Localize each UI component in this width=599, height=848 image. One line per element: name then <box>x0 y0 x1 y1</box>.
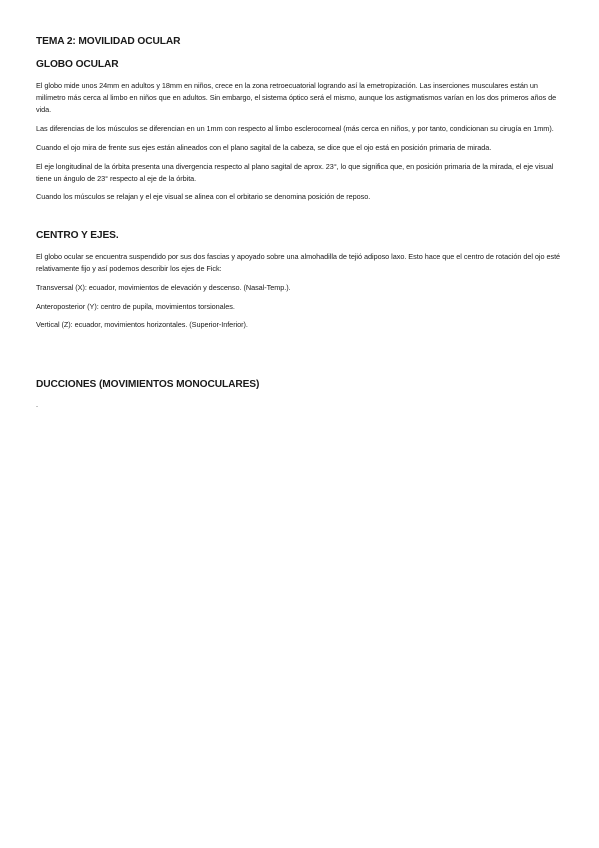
paragraph: Anteroposterior (Y): centro de pupila, movimientos torsionales. <box>36 301 235 311</box>
paragraph: Cuando el ojo mira de frente sus ejes están alineados con el plano sagital de la cabeza, se dice que el ojo está en posición primaria de mirada. <box>36 142 492 152</box>
spacer <box>36 210 566 230</box>
document-title: TEMA 2: MOVILIDAD OCULAR <box>36 36 181 47</box>
paragraph: Transversal (X): ecuador, movimientos de elevación y descenso. (Nasal-Temp.). <box>36 283 291 293</box>
section-heading-ducciones: DUCCIONES (MOVIMIENTOS MONOCULARES) <box>36 379 260 391</box>
paragraph: El globo mide unos 24mm en adultos y 18mm en niños, crece en la zona retroecuatorial logrando así la emetropización. Las inserciones musculares están un milímetro más cerca al limbo en niños que en adultos. Sin embargo, el sistema óptico será el mismo, aunque los astigmatismos varían en los dos primeros años de vida. <box>36 81 557 115</box>
paragraph: Vertical (Z): ecuador, movimientos horizontales. (Superior-Inferior). <box>36 320 248 330</box>
paragraph: Cuando los músculos se relajan y el eje visual se alinea con el orbitario se denomina posición de reposo. <box>36 192 371 202</box>
section-heading-centro-y-ejes: CENTRO Y EJES. <box>36 230 119 242</box>
paragraph: . <box>36 400 38 410</box>
document-body <box>36 36 566 410</box>
paragraph: Las diferencias de los músculos se diferencian en un 1mm con respecto al limbo esclerocorneal (más cerca en niños, y por tanto, condicionan su cirugía en 1mm). <box>36 124 554 134</box>
spacer <box>36 338 566 379</box>
paragraph: El globo ocular se encuentra suspendido por sus dos fascias y apoyado sobre una almohadilla de tejió adiposo laxo. Esto hace que el centro de rotación del ojo esté relativamente fijo y así podemos describir los ejes de Fick: <box>36 252 561 274</box>
paragraph: El eje longitudinal de la órbita presenta una divergencia respecto al plano sagital de aprox. 23°, lo que significa que, en posición primaria de la mirada, el eje visual tiene un ángulo de 23° respecto al eje de la órbita. <box>36 161 554 183</box>
section-heading-globo-ocular: GLOBO OCULAR <box>36 59 119 70</box>
